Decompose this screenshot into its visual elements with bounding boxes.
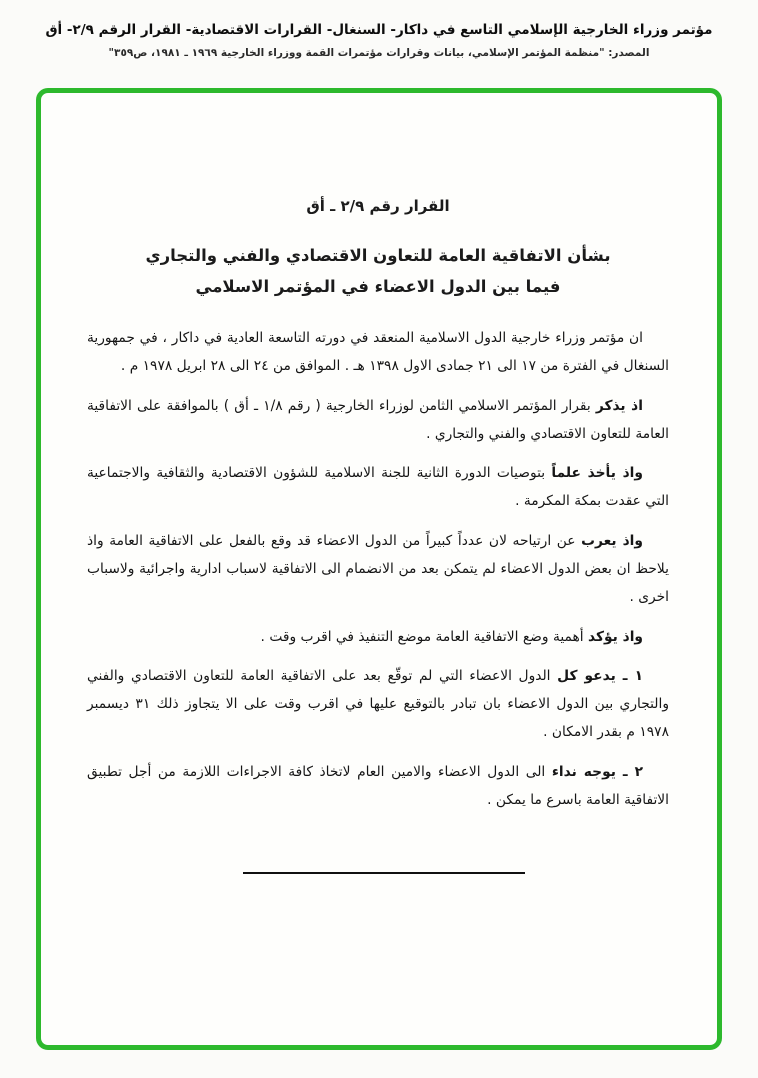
paragraph-body: عن ارتياحه لان عدداً كبيراً من الدول الاعضاء قد وقع بالفعل على الاتفاقية العامة واذ يلاحظ ان بعض الدول الاعضاء لم يتمكن بعد من الانضمام الى الاتفاقية لاسباب ادارية واجرائية ولاسباب اخرى . xyxy=(87,532,669,606)
paragraph-affirming xyxy=(87,623,669,651)
paragraph-lead: ٢ ـ يوجه نداء xyxy=(551,763,644,780)
paragraph-body: ان مؤتمر وزراء خارجية الدول الاسلامية المنعقد في دورته التاسعة العادية في داكار ، في جمهورية السنغال في الفترة من ١٧ الى ٢١ جمادى الاول ١٣٩٨ هـ . الموافق من ٢٤ الى ٢٨ ابريل ١٩٧٨ م . xyxy=(87,330,669,375)
paragraph-item-2 xyxy=(87,758,669,815)
header-title: مؤتمر وزراء الخارجية الإسلامي التاسع في داكار- السنغال- القرارات الاقتصادية- القرار الرقم ٢/٩- أق xyxy=(45,22,713,38)
paragraph-body: الى الدول الاعضاء والامين العام لاتخاذ كافة الاجراءات اللازمة من أجل تطبيق الاتفاقية العامة باسرع ما يمكن . xyxy=(87,763,669,808)
resolution-number: القرار رقم ٢/٩ ـ أق xyxy=(306,197,450,215)
resolution-title-line2: فيما بين الدول الاعضاء في المؤتمر الاسلامي xyxy=(195,276,561,296)
paragraph-lead: اذ يذكر xyxy=(595,397,643,414)
paragraph-item-1 xyxy=(87,662,669,747)
paragraph-body: بتوصيات الدورة الثانية للجنة الاسلامية للشؤون الاقتصادية والثقافية والاجتماعية التي عقدت بمكة المكرمة . xyxy=(87,465,669,510)
paragraph-preamble xyxy=(87,324,669,381)
paragraph-taking-note xyxy=(87,459,669,516)
paragraph-recalling xyxy=(87,392,669,449)
paragraph-body: أهمية وضع الاتفاقية العامة موضع التنفيذ في اقرب وقت . xyxy=(260,628,584,645)
document-content xyxy=(41,93,717,874)
paragraph-body: الدول الاعضاء التي لم توقّع بعد على الاتفاقية العامة للتعاون الاقتصادي والفني والتجاري بين الدول الاعضاء بان تبادر بالتوقيع عليها في اقرب وقت على الا يتجاوز ذلك ٣١ ديسمبر ١٩٧٨ م بقدر الامكان . xyxy=(87,667,669,741)
green-frame xyxy=(36,88,722,1050)
paragraph-lead: واذ يؤكد xyxy=(587,628,643,645)
resolution-title xyxy=(87,241,669,302)
document-header xyxy=(0,0,758,59)
resolution-title-line1: بشأن الاتفاقية العامة للتعاون الاقتصادي والفني والتجاري xyxy=(145,246,611,265)
paragraph-body: بقرار المؤتمر الاسلامي الثامن لوزراء الخارجية ( رقم ١/٨ ـ أق ) بالموافقة على الاتفاقية العامة للتعاون الاقتصادي والفني والتجاري . xyxy=(87,397,669,442)
paragraph-lead: واذ يأخذ علماً xyxy=(551,465,643,482)
signature-divider-line xyxy=(243,872,525,874)
paragraph-lead: ١ ـ يدعو كل xyxy=(557,667,643,684)
header-source: المصدر: "منظمة المؤتمر الإسلامي، بيانات وقرارات مؤتمرات القمة ووزراء الخارجية ١٩٦٩ ـ ١٩٨١، ص٣٥٩" xyxy=(108,47,650,59)
paragraph-expressing xyxy=(87,527,669,612)
paragraph-lead: واذ يعرب xyxy=(581,532,643,549)
